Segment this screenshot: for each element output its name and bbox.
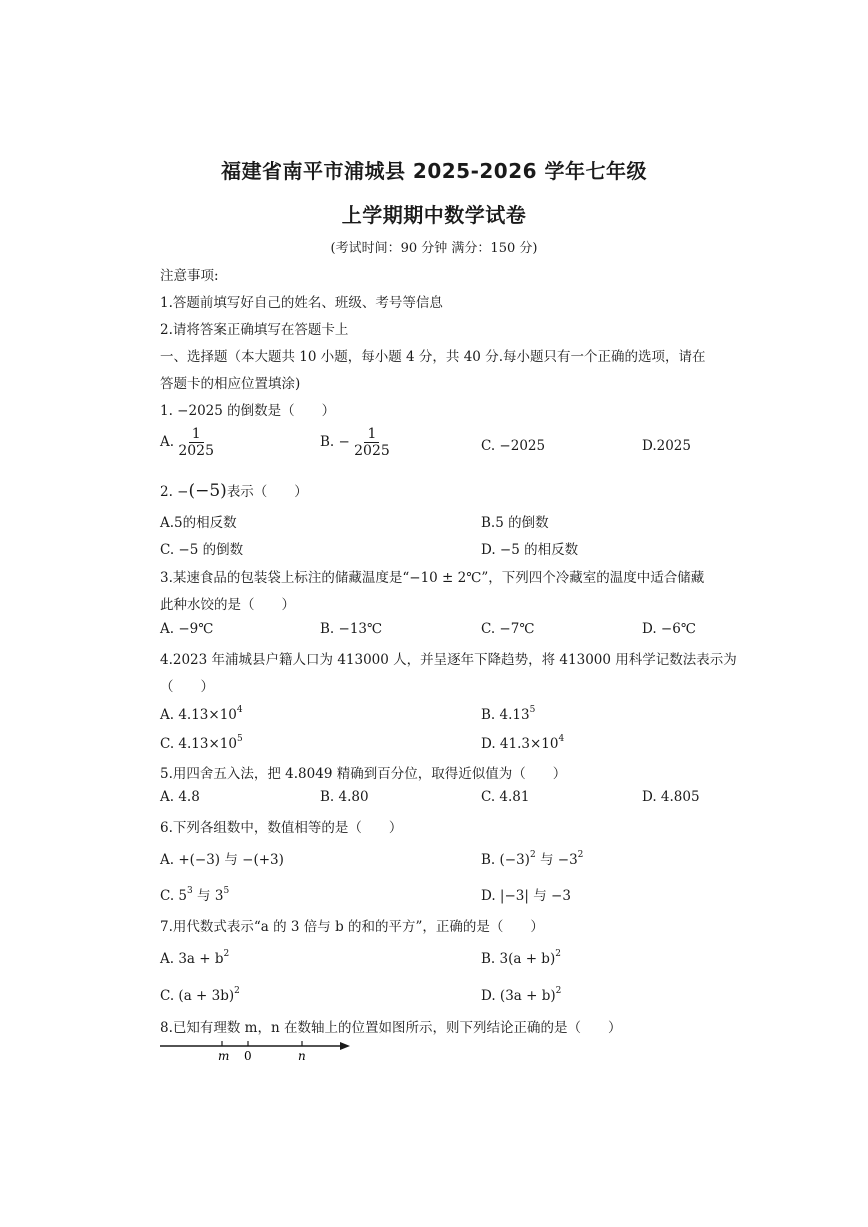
q4-option-b [481,705,535,723]
q7-option-c [160,986,240,1004]
q6-option-d: D. |−3| 与 −3 [481,888,571,904]
q6-b-middle: 与 −3 [535,852,578,868]
q1-option-c: C. −2025 [481,438,546,454]
q4-option-a [160,705,243,723]
q2-option-a: A.5的相反数 [160,515,237,531]
q1-option-d: D.2025 [642,438,691,454]
q3-option-b: B. −13℃ [320,621,383,637]
q4-stem-line2: （ ） [160,679,214,695]
q4-a-base: A. 4.13×10 [160,707,237,723]
q1-option-a-label: A. [160,434,175,451]
exam-title-line2: 上学期期中数学试卷 [341,203,527,227]
q2-option-b: B.5 的倒数 [481,515,549,531]
section-1-intro-line2: 答题卡的相应位置填涂) [160,376,301,392]
q2-option-c: C. −5 的倒数 [160,542,244,558]
number-line-arrow-icon [340,1042,350,1050]
q7-c-base: C. (a + 3b) [160,988,235,1004]
q6-option-a: A. +(−3) 与 −(+3) [160,852,284,868]
q1-a-numerator: 1 [189,426,204,443]
q2-option-d: D. −5 的相反数 [481,542,579,558]
q7-b-base: B. 3(a + b) [481,951,556,967]
q2-stem-prefix: 2. − [160,484,189,500]
q6-c-base: C. 5 [160,888,188,904]
q8-stem: 8.已知有理数 m，n 在数轴上的位置如图所示，则下列结论正确的是（ ） [160,1020,622,1036]
q5-option-a: A. 4.8 [160,789,200,805]
q5-option-b: B. 4.80 [320,789,369,805]
q3-option-d: D. −6℃ [642,621,696,637]
notes-item-1: 1.答题前填写好自己的姓名、班级、考号等信息 [160,295,443,311]
q7-c-exponent: 2 [234,986,240,996]
q7-b-exponent: 2 [555,949,561,959]
q1-b-denominator: 2025 [354,443,390,460]
q3-option-c: C. −7℃ [481,621,535,637]
q7-a-base: A. 3a + b [160,951,224,967]
q2-stem [160,480,308,501]
notes-heading: 注意事项: [160,268,219,284]
q5-stem: 5.用四舍五入法，把 4.8049 精确到百分位，取得近似值为（ ） [160,766,567,782]
q4-option-d [481,734,564,752]
q7-d-exponent: 2 [555,986,562,996]
q3-stem-line2: 此种水饺的是（ ） [160,597,295,613]
q7-option-b [481,949,561,967]
number-line-label-n: n [298,1049,306,1063]
q6-b-exponent: 2 [529,850,536,860]
exam-info: (考试时间：90 分钟 满分：150 分) [330,241,538,256]
q7-stem: 7.用代数式表示“a 的 3 倍与 b 的和的平方”，正确的是（ ） [160,919,544,935]
q7-option-d [481,986,561,1004]
q1-option-b-label: B. − [320,434,350,451]
q2-stem-inner: (−5) [188,481,227,501]
notes-item-2: 2.请将答案正确填写在答题卡上 [160,322,349,338]
q4-b-exponent: 5 [529,705,536,715]
exam-title-line1: 福建省南平市浦城县 2025-2026 学年七年级 [220,159,648,183]
q6-c-exponent: 3 [187,886,193,896]
q7-a-exponent: 2 [223,949,230,959]
q4-c-exponent: 5 [236,734,243,744]
q4-d-exponent: 4 [558,734,565,744]
q1-b-numerator: 1 [364,426,379,443]
q6-c-exponent-2: 5 [223,886,230,896]
number-line-label-0: 0 [244,1049,252,1063]
q1-option-b [320,426,390,459]
q6-c-middle: 与 3 [192,888,224,904]
q2-stem-suffix: 表示（ ） [226,484,308,500]
q5-option-c: C. 4.81 [481,789,530,805]
q4-d-base: D. 41.3×10 [481,736,559,752]
q6-b-base: B. (−3) [481,852,530,868]
number-line-figure [158,1036,358,1066]
q1-option-a-fraction [178,426,214,459]
q7-d-base: D. (3a + b) [481,988,556,1004]
q4-a-exponent: 4 [236,705,243,715]
q6-option-b [481,848,583,868]
section-1-intro-line1: 一、选择题（本大题共 10 小题，每小题 4 分，共 40 分.每小题只有一个正确的选项，请在 [160,349,706,365]
q4-option-c [160,734,243,752]
q4-stem-line1: 4.2023 年浦城县户籍人口为 413000 人，并呈逐年下降趋势，将 413000 用科学记数法表示为 [160,652,737,668]
q5-option-d: D. 4.805 [642,789,700,805]
q4-c-base: C. 4.13×10 [160,736,237,752]
q1-option-a [160,426,214,459]
number-line-label-m: m [218,1049,230,1063]
q3-option-a: A. −9℃ [160,621,214,637]
q1-option-b-fraction [354,426,390,459]
q7-option-a [160,949,229,967]
q1-a-denominator: 2025 [178,443,214,460]
q4-b-base: B. 4.13 [481,707,530,723]
q6-stem: 6.下列各组数中，数值相等的是（ ） [160,820,403,836]
q6-b-exponent-2: 2 [577,850,584,860]
q3-stem-line1: 3.某速食品的包装袋上标注的储藏温度是“−10 ± 2℃”，下列四个冷藏室的温度中适合储藏 [160,570,705,586]
q6-option-c [160,884,229,904]
q1-stem: 1. −2025 的倒数是（ ） [160,403,336,419]
